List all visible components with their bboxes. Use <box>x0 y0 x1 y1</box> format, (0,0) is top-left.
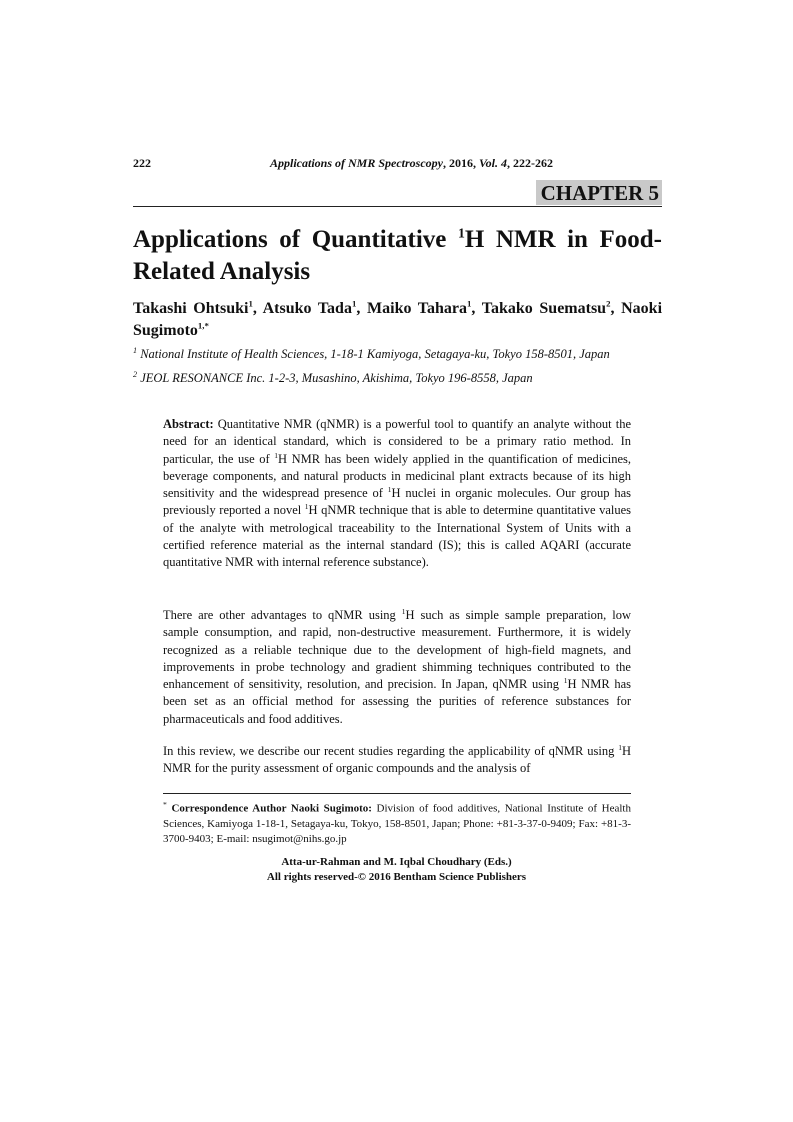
title-superscript: 1 <box>457 225 465 241</box>
abstract-text: H nuclei in organic molecules. Our group has previously reported a novel <box>163 486 631 518</box>
superscript: 1 <box>618 742 622 752</box>
author-name: Takashi Ohtsuki <box>133 300 249 317</box>
paragraph-text: There are other advantages to qNMR using <box>163 608 402 622</box>
superscript: 1 <box>274 450 278 460</box>
author-name: Atsuko Tada <box>262 300 352 317</box>
body-paragraph <box>163 607 631 728</box>
abstract <box>163 416 631 572</box>
footnote-rule <box>163 793 631 794</box>
author-affiliation-mark: 1 <box>467 298 472 309</box>
paragraph-text: H NMR for the purity assessment of organic compounds and the analysis of <box>163 744 631 776</box>
body-paragraph <box>163 743 631 778</box>
superscript: 1 <box>563 676 568 686</box>
footnote <box>163 797 631 847</box>
superscript: 1 <box>387 485 392 495</box>
paragraph-text: H such as simple sample preparation, low sample consumption, and rapid, non-destructive measurement. Furthermore, it is widely recognized as a reliable technique due to the development of high-field magnets, and improvements in probe technology and gradient shimming techniques contributed to the enhancement of sensitivity, resolution, and precision. In Japan, qNMR using <box>163 608 631 692</box>
author-name: Takako Suematsu <box>481 300 607 317</box>
copyright-line: All rights reserved-© 2016 Bentham Science Publishers <box>266 871 527 883</box>
title-part-1: Applications of Quantitative <box>133 226 458 253</box>
affiliation-text: JEOL RESONANCE Inc. 1-2-3, Musashino, Akishima, Tokyo 196-8558, Japan <box>140 371 533 386</box>
superscript: 1 <box>401 606 406 616</box>
footnote-text: Division of food additives, National Institute of Health Sciences, Kamiyoga 1-18-1, Setagaya-ku, Tokyo, 158-8501, Japan; Phone: +81-3-37-0-9409; Fax: +81-3-3700-9403; E-mail: nsugimot@nihs.go.jp <box>163 802 631 845</box>
title-part-2: H NMR in Food-Related Analysis <box>133 226 663 285</box>
page-number: 222 <box>133 156 151 170</box>
abstract-label: Abstract: <box>163 417 214 431</box>
journal-year: , 2016, <box>443 156 479 170</box>
affiliation-text: National Institute of Health Sciences, 1-18-1 Kamiyoga, Setagaya-ku, Tokyo 158-8501, Japan <box>140 347 610 362</box>
editors-line: Atta-ur-Rahman and M. Iqbal Choudhary (Eds.) <box>281 856 512 868</box>
paragraph-text: H NMR has been set as an official method for assessing the purities of reference substances for pharmaceuticals and food additives. <box>163 677 632 726</box>
affiliation <box>133 370 662 386</box>
author-affiliation-mark: 1 <box>351 298 357 309</box>
running-head <box>270 156 553 171</box>
journal-volume: Vol. 4 <box>479 156 508 170</box>
superscript: 1 <box>304 502 309 512</box>
author-name: Maiko Tahara <box>367 300 468 317</box>
journal-pages: , 222-262 <box>507 156 554 170</box>
journal-name: Applications of NMR Spectroscopy <box>270 156 443 170</box>
footnote-mark: * <box>163 800 167 809</box>
abstract-text: H NMR has been widely applied in the quantification of medicines, beverage components, and natural products in medicinal plant extracts because of its high sensitivity and the widespread presence of <box>163 451 631 501</box>
abstract-text: H qNMR technique that is able to determine quantitative values of the analyte with metrological traceability to the International System of Units with a certified reference material as the internal standard (IS); this is called AQARI (accurate quantitative NMR with internal reference substance). <box>163 503 632 570</box>
chapter-label: CHAPTER 5 <box>536 180 662 205</box>
author-list: Takashi Ohtsuki$^1$, Atsuko Tada$^1$, Maiko Tahara$^1$, Takako Suematsu$^2$, Naoki Sugimoto$^{1,*}$ <box>133 298 663 339</box>
author-affiliation-mark: 2 <box>606 298 611 309</box>
chapter-title <box>133 224 662 288</box>
abstract-text: Quantitative NMR (qNMR) is a powerful tool to quantify an analyte without the need for an identical standard, which is considered to be a primary ratio method. In particular, the use of <box>163 417 631 466</box>
affiliation-number: 1 <box>133 346 138 355</box>
header-rule <box>133 206 662 207</box>
paragraph-text: In this review, we describe our recent studies regarding the applicability of qNMR using <box>163 744 619 758</box>
footnote-label: Correspondence Author Naoki Sugimoto: <box>166 802 372 815</box>
author-name: Naoki Sugimoto <box>133 300 663 339</box>
affiliation <box>133 346 662 362</box>
author-affiliation-mark: 1,* <box>197 320 209 331</box>
affiliation-number: 2 <box>133 370 138 379</box>
author-affiliation-mark: 1 <box>248 298 253 309</box>
